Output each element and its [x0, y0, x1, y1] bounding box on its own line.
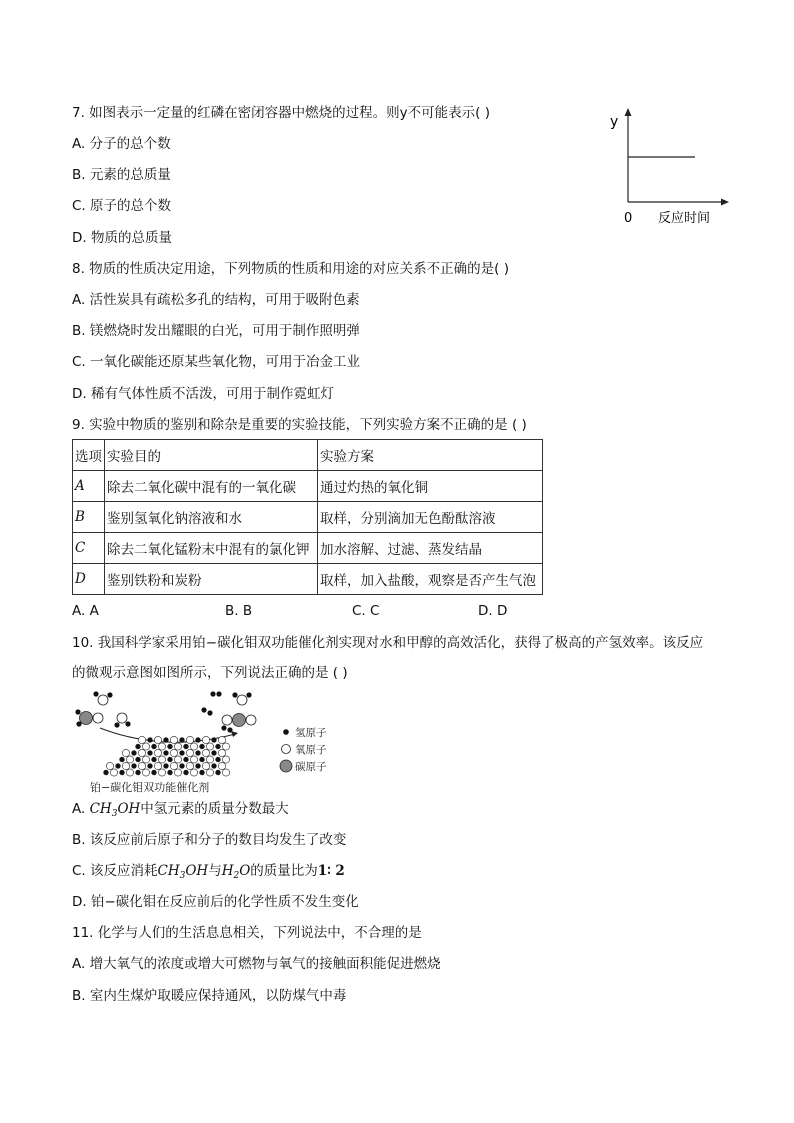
q10-option-b: B. 该反应前后原子和分子的数目均发生了改变 [72, 832, 347, 848]
lattice-atom [190, 769, 197, 776]
lattice-atom [190, 743, 197, 750]
lattice-atom [132, 751, 137, 756]
table-cell: 除去二氧化碳中混有的一氧化碳 [105, 471, 318, 502]
lattice-atom [170, 736, 177, 743]
table-header-row [73, 440, 543, 471]
lattice-atom [136, 770, 141, 775]
q7-option-b: B. 元素的总质量 [72, 167, 171, 183]
legend-hydrogen-icon [283, 729, 289, 735]
q10-stem-line1: 10. 我国科学家采用铂−碳化钼双功能催化剂实现对水和甲醇的高效活化，获得了极高的产氢效率。该反应 [72, 635, 704, 651]
q11-stem: 11. 化学与人们的生活息息相关，下列说法中，不合理的是 [72, 925, 422, 941]
lattice-atom [190, 756, 197, 763]
lattice-atom [212, 738, 217, 743]
lattice-atom [152, 770, 157, 775]
lattice-atom [148, 751, 153, 756]
lattice-atom [154, 736, 161, 743]
q7-graph [604, 106, 734, 226]
q10-option-a: A. $CH_3OH$中氢元素的质量分数最大 [72, 801, 289, 819]
lattice-atom [174, 756, 181, 763]
q7-option-a: A. 分子的总个数 [72, 136, 171, 152]
lattice-atom [218, 736, 225, 743]
q7-graph-ylabel: y [610, 114, 619, 130]
lattice-atom [216, 744, 221, 749]
lattice-atom [184, 757, 189, 762]
lattice-atom [110, 769, 117, 776]
lattice-atom [136, 757, 141, 762]
lattice-atom [184, 770, 189, 775]
co2-molecule [222, 714, 256, 727]
q10-option-d: D. 铂−碳化钼在反应前后的化学性质不发生变化 [72, 894, 359, 910]
lattice-atom [180, 738, 185, 743]
q11-option-a: A. 增大氧气的浓度或增大可燃物与氧气的接触面积能促进燃烧 [72, 956, 441, 972]
lattice-atom [132, 764, 137, 769]
lattice-atom [186, 736, 193, 743]
table-row [73, 471, 543, 502]
lattice-atom [218, 749, 225, 756]
table-cell: 取样，分别滴加无色酚酞溶液 [318, 502, 543, 533]
lattice-atom [222, 743, 229, 750]
q7-option-c: C. 原子的总个数 [72, 198, 172, 214]
hydrogen-molecule-3 [221, 725, 232, 732]
table-cell: C [73, 533, 105, 564]
lattice-atom [120, 770, 125, 775]
table-cell: 通过灼热的氧化铜 [318, 471, 543, 502]
lattice-atom [170, 762, 177, 769]
q10-stem-line2: 的微观示意图如图所示，下列说法正确的是 ( ) [72, 665, 348, 681]
lattice-atom [200, 757, 205, 762]
lattice-atom [152, 757, 157, 762]
table-header: 实验方案 [318, 440, 543, 471]
lattice-atom [180, 764, 185, 769]
lattice-atom [136, 744, 141, 749]
water-molecule-right [232, 692, 251, 705]
hydrogen-molecule-2 [201, 707, 212, 715]
q10-reaction-diagram [70, 688, 350, 798]
lattice-atom [206, 756, 213, 763]
lattice-atom [126, 769, 133, 776]
lattice-atom [218, 762, 225, 769]
lattice-atom [120, 757, 125, 762]
lattice-atom [200, 744, 205, 749]
lattice-atom [202, 749, 209, 756]
lattice-atom [164, 738, 169, 743]
q7-graph-y-arrow [625, 108, 632, 116]
lattice-atom [138, 736, 145, 743]
lattice-atom [158, 756, 165, 763]
lattice-atom [202, 736, 209, 743]
legend-oxygen-icon [282, 745, 291, 754]
lattice-atom [104, 770, 109, 775]
catalyst-caption: 铂−碳化钼双功能催化剂 [90, 781, 210, 794]
lattice-atom [116, 764, 121, 769]
catalyst-lattice [104, 736, 230, 776]
q8-option-b: B. 镁燃烧时发出耀眼的白光，可用于制作照明弹 [72, 323, 360, 339]
lattice-atom [184, 744, 189, 749]
lattice-atom [174, 743, 181, 750]
lattice-atom [200, 770, 205, 775]
table-cell: 除去二氧化锰粉末中混有的氯化钾 [105, 533, 318, 564]
lattice-atom [154, 749, 161, 756]
lattice-atom [206, 743, 213, 750]
lattice-atom [170, 749, 177, 756]
lattice-atom [158, 743, 165, 750]
lattice-atom [152, 744, 157, 749]
methanol-molecule-left [75, 709, 103, 726]
legend-carbon-icon [280, 760, 292, 772]
water-molecule-top [93, 691, 112, 705]
q7-graph-origin: 0 [624, 211, 633, 226]
legend-carbon-label: 碳原子 [295, 761, 327, 773]
water-molecule-mid [114, 713, 130, 728]
lattice-atom [148, 738, 153, 743]
table-cell: B [73, 502, 105, 533]
lattice-atom [216, 757, 221, 762]
q8-stem: 8. 物质的性质决定用途，下列物质的性质和用途的对应关系不正确的是( ) [72, 261, 509, 277]
lattice-atom [216, 770, 221, 775]
lattice-atom [168, 744, 173, 749]
table-cell: 鉴别铁粉和炭粉 [105, 564, 318, 595]
lattice-atom [186, 749, 193, 756]
legend-hydrogen-label: 氢原子 [295, 727, 327, 739]
lattice-atom [142, 769, 149, 776]
hydrogen-molecule-1 [210, 691, 221, 696]
lattice-atom [138, 749, 145, 756]
lattice-atom [122, 749, 129, 756]
table-cell: D [73, 564, 105, 595]
table-row [73, 533, 543, 564]
table-cell: 取样，加入盐酸，观察是否产生气泡 [318, 564, 543, 595]
lattice-atom [126, 756, 133, 763]
lattice-atom [206, 769, 213, 776]
lattice-atom [138, 762, 145, 769]
lattice-atom [158, 769, 165, 776]
q11-option-b: B. 室内生煤炉取暖应保持通风，以防煤气中毒 [72, 988, 347, 1004]
lattice-atom [148, 764, 153, 769]
lattice-atom [196, 751, 201, 756]
table-cell: 鉴别氢氧化钠溶液和水 [105, 502, 318, 533]
legend-oxygen-label: 氧原子 [295, 744, 327, 756]
lattice-atom [180, 751, 185, 756]
legend [280, 726, 327, 773]
reaction-arrow-head [231, 731, 238, 737]
q8-option-a: A. 活性炭具有疏松多孔的结构，可用于吸附色素 [72, 292, 360, 308]
q7-stem: 7. 如图表示一定量的红磷在密闭容器中燃烧的过程。则y不可能表示( ) [72, 105, 490, 121]
lattice-atom [222, 769, 229, 776]
q8-option-c: C. 一氧化碳能还原某些氧化物，可用于冶金工业 [72, 354, 361, 370]
lattice-atom [106, 762, 113, 769]
lattice-atom [168, 770, 173, 775]
q7-graph-xlabel: 反应时间 [658, 211, 711, 226]
lattice-atom [142, 756, 149, 763]
q7-graph-x-arrow [721, 199, 729, 206]
lattice-atom [212, 764, 217, 769]
lattice-atom [164, 764, 169, 769]
q9-option-c: C. C [352, 603, 380, 619]
q10-option-c: C. 该反应消耗$CH_3OH$与$H_2O$的质量比为1∶ 2 [72, 863, 345, 881]
lattice-atom [122, 762, 129, 769]
table-row [73, 564, 543, 595]
table-cell: A [73, 471, 105, 502]
lattice-atom [186, 762, 193, 769]
table-header: 选项 [73, 440, 105, 471]
lattice-atom [222, 756, 229, 763]
q9-stem: 9. 实验中物质的鉴别和除杂是重要的实验技能，下列实验方案不正确的是 ( ) [72, 417, 527, 433]
table-cell: 加水溶解、过滤、蒸发结晶 [318, 533, 543, 564]
lattice-atom [174, 769, 181, 776]
q8-option-d: D. 稀有气体性质不活泼，可用于制作霓虹灯 [72, 386, 334, 402]
lattice-atom [196, 764, 201, 769]
lattice-atom [164, 751, 169, 756]
q9-option-d: D. D [478, 603, 508, 619]
lattice-atom [196, 738, 201, 743]
lattice-atom [202, 762, 209, 769]
q7-option-d: D. 物质的总质量 [72, 230, 172, 246]
table-header: 实验目的 [105, 440, 318, 471]
q9-option-b: B. B [225, 603, 253, 619]
lattice-atom [142, 743, 149, 750]
lattice-atom [154, 762, 161, 769]
table-row [73, 502, 543, 533]
lattice-atom [168, 757, 173, 762]
lattice-atom [212, 751, 217, 756]
q9-option-a: A. A [72, 603, 99, 619]
q9-table [72, 439, 543, 595]
